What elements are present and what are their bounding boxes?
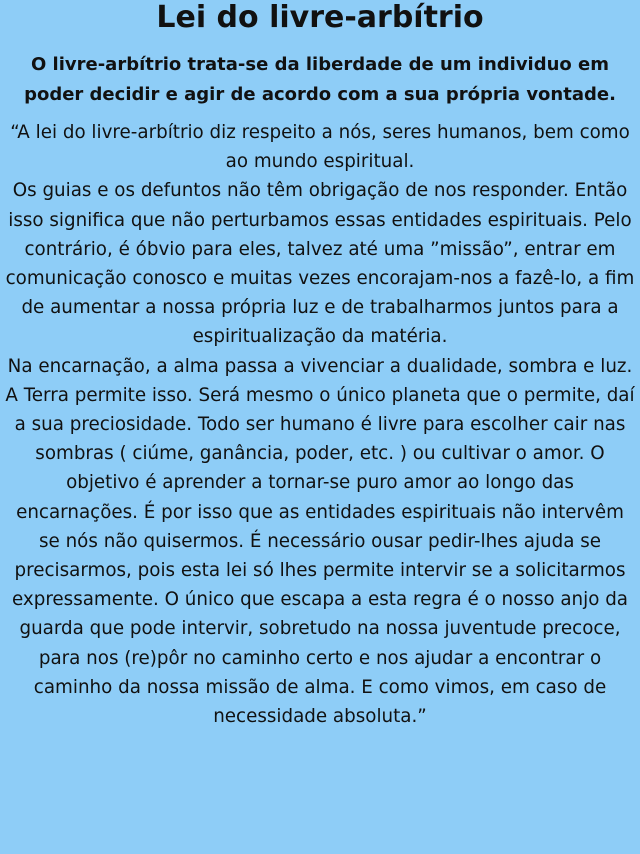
subtitle: O livre-arbítrio trata-se da liberdade de um individuo em poder decidir e agir de acordo com a sua própria vontade. [24,54,616,105]
paragraph-guides: Os guias e os defuntos não têm obrigação de nos responder. Então isso significa que não perturbamos essas entidades espirituais. Pelo contrário, é óbvio para eles, talvez até uma ”missão”, entrar em comunicação conosco e muitas vezes encorajam-nos a fazê-lo, a fim de aumentar a nossa própria luz e de trabalharmos juntos para a espiritualização da matéria. [5,180,635,348]
page-title: Lei do livre-arbítrio [156,0,484,35]
paragraph-intro: “A lei do livre-arbítrio diz respeito a nós, seres humanos, bem como ao mundo espiritual. [10,122,630,173]
paragraph-incarnation: Na encarnação, a alma passa a vivenciar a dualidade, sombra e luz. A Terra permite isso. Será mesmo o único planeta que o permite, daí a sua preciosidade. Todo ser humano é livre para escolher cair nas sombras ( ciúme, ganância, poder, etc. ) ou cultivar o amor. O objetivo é aprender a tornar-se puro amor ao longo das encarnações. É por isso que as entidades espirituais não intervêm se nós não quisermos. É necessário ousar pedir-lhes ajuda se precisarmos, pois esta lei só lhes permite intervir se a solicitarmos expressamente. O único que escapa a esta regra é o nosso anjo da guarda que pode intervir, sobretudo na nossa juventude precoce, para nos (re)pôr no caminho certo e nos ajudar a encontrar o caminho da nossa missão de alma. E como vimos, em caso de necessidade absoluta.” [5,355,635,728]
body-text [4,118,636,731]
